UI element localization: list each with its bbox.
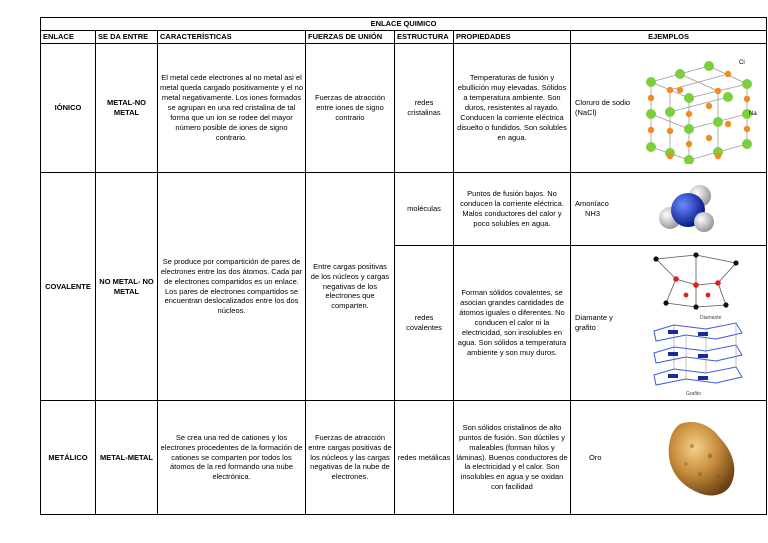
enlace-quimico-table [40, 17, 767, 515]
ammonia-molecule-image [654, 182, 724, 236]
caracteristicas-covalente: Se produce por compartición de pares de electrones entre los dos átomos. Cada par de electrones compartidos es un enlace. Los pares de electrones compartidos se encuentran deslocalizados entre los dos núcleos. [158, 173, 306, 401]
se-da-entre-covalente: NO METAL- NO METAL [96, 173, 158, 401]
caracteristicas-metalico: Se crea una red de cationes y los electrones procedentes de la formación de cationes se comparten por todos los átomos de la red formando una nube electrónica. [158, 401, 306, 515]
nacl-crystal-image [639, 52, 759, 164]
propiedades-ionico: Temperaturas de fusión y ebullición muy elevadas. Sólidos a temperatura ambiente. Son duros, resistentes al rayado. Conducen la corriente eléctrica disuelto o fundidos. Son solubles en agua. [454, 44, 571, 173]
header-caracteristicas: CARACTERÍSTICAS [158, 31, 306, 44]
cl-label: Cl [738, 60, 745, 66]
gold-nugget-image [662, 416, 742, 500]
se-da-entre-metalico: METAL-METAL [96, 401, 158, 515]
row-metalico [41, 401, 767, 515]
header-se-da-entre: SE DA ENTRE [96, 31, 158, 44]
row-ionico [41, 44, 767, 173]
estructura-ionico: redes cristalinas [395, 44, 454, 173]
diamond-graphite-image [646, 249, 746, 397]
enlace-covalente: COVALENTE [41, 173, 96, 401]
enlace-ionico: IÓNICO [41, 44, 96, 173]
header-fuerzas: FUERZAS DE UNIÓN [306, 31, 395, 44]
na-label: Na [748, 111, 757, 117]
grafito-label: Grafito [686, 391, 702, 397]
estructura-redes-covalentes: redes covalentes [395, 246, 454, 401]
header-estructura: ESTRUCTURA [395, 31, 454, 44]
ejemplo-amoniaco [575, 199, 633, 219]
propiedades-metalico: Son sólidos cristalinos de alto puntos de fusión. Son dúctiles y maleables (forman hilos y láminas). Buenos conductores de la electricidad y el calor. Son insolubles en agua y se oxidan con facilidad [454, 401, 571, 515]
header-propiedades: PROPIEDADES [454, 31, 571, 44]
ejemplo-amoniaco-cell [571, 173, 767, 246]
header-ejemplos: EJEMPLOS [571, 31, 767, 44]
enlace-metalico: METÁLICO [41, 401, 96, 515]
ejemplo-ionico-cell [571, 44, 767, 173]
ejemplo-ionico: Cloruro de sodio (NaCl) [575, 98, 631, 117]
propiedades-moleculas: Puntos de fusión bajos. No conducen la corriente eléctrica. Malos conductores del calor y poco solubles en agua. [454, 173, 571, 246]
fuerzas-metalico: Fuerzas de atracción entre cargas positivas de los núcleos y las cargas negativas de la nube de electrones. [306, 401, 395, 515]
row-covalente-moleculas [41, 173, 767, 246]
propiedades-redes-covalentes: Forman sólidos covalentes, se asocian grandes cantidades de átomos iguales o diferentes. No conducen el calor ni la electricidad, son insolubles en agua. Son sólidos a temperatura ambiente y son muy duros. [454, 246, 571, 401]
amoniaco-name: Amoníaco [575, 199, 609, 209]
table-title: ENLACE QUIMICO [41, 18, 767, 31]
ejemplo-oro-cell [571, 401, 767, 515]
ejemplo-oro: Oro [589, 452, 602, 462]
se-da-entre-ionico: METAL-NO METAL [96, 44, 158, 173]
header-enlace: ENLACE [41, 31, 96, 44]
ejemplo-diamante: Diamante y grafito [575, 313, 613, 332]
caracteristicas-ionico: El metal cede electrones al no metal asi el metal queda cargado positivamente y el no metal negativamente. Los iones formados se agrupan en una red cristalina de tal forma que un ion se rodee del mayor número posible de iones de signo contrario. [158, 44, 306, 173]
fuerzas-covalente: Entre cargas positivas de los núcleos y cargas negativas de los electrones que comparten. [306, 173, 395, 401]
ejemplo-diamante-cell [571, 246, 767, 401]
fuerzas-ionico: Fuerzas de atracción entre iones de signo contrario [306, 44, 395, 173]
diamante-label: Diamante [700, 315, 722, 321]
estructura-moleculas: moléculas [395, 173, 454, 246]
estructura-metalico: redes metálicas [395, 401, 454, 515]
amoniaco-formula: NH3 [585, 209, 601, 218]
